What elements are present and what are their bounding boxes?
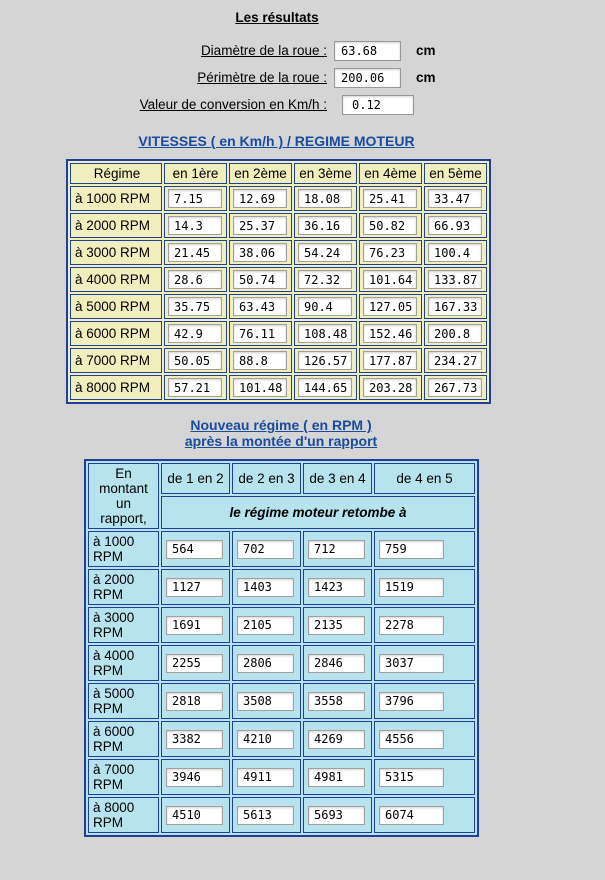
speed-cell	[164, 186, 227, 211]
rpm-cell	[232, 721, 301, 757]
rpm-input[interactable]	[308, 692, 365, 711]
table-row	[88, 797, 475, 833]
rpm-input[interactable]	[308, 540, 365, 559]
speed-cell	[229, 321, 292, 346]
rpm-input[interactable]	[237, 654, 294, 673]
rpm-input[interactable]	[237, 806, 294, 825]
rpm-cell	[161, 531, 230, 567]
row-label: à 7000 RPM	[88, 759, 159, 795]
row-label: à 2000 RPM	[88, 569, 159, 605]
rpm-input[interactable]	[237, 730, 294, 749]
rpm-input[interactable]	[237, 540, 294, 559]
speed-cell	[164, 348, 227, 373]
rpm-input[interactable]	[379, 806, 444, 825]
rpm-cell	[161, 569, 230, 605]
speeds-header-gear5: en 5ème	[424, 163, 487, 184]
rpm-input[interactable]	[379, 654, 444, 673]
wheel-perimeter-unit: cm	[416, 70, 436, 85]
table-row	[88, 645, 475, 681]
speed-input[interactable]	[298, 189, 352, 208]
wheel-diameter-input[interactable]	[334, 41, 401, 61]
rpm-input[interactable]	[237, 578, 294, 597]
rpm-cell	[232, 607, 301, 643]
rpm-cell	[374, 645, 475, 681]
row-label: à 3000 RPM	[88, 607, 159, 643]
speeds-header-gear2: en 2ème	[229, 163, 292, 184]
speed-cell	[294, 213, 357, 238]
speed-input[interactable]	[168, 378, 222, 397]
row-label: à 4000 RPM	[70, 267, 162, 292]
table-row	[88, 683, 475, 719]
speed-input[interactable]	[233, 351, 287, 370]
table-row	[88, 721, 475, 757]
row-label: à 6000 RPM	[88, 721, 159, 757]
rpm-heading-line1: Nouveau régime ( en RPM )	[190, 417, 372, 433]
speed-cell	[294, 267, 357, 292]
speed-cell	[164, 240, 227, 265]
speed-input[interactable]	[298, 216, 352, 235]
rpm-cell	[374, 721, 475, 757]
speed-cell	[164, 321, 227, 346]
rpm-cell	[303, 645, 372, 681]
row-label: à 1000 RPM	[70, 186, 162, 211]
rpm-cell	[374, 531, 475, 567]
rpm-input[interactable]	[166, 616, 223, 635]
rpm-cell	[303, 569, 372, 605]
speed-cell	[164, 375, 227, 400]
speed-cell	[229, 375, 292, 400]
rpm-cell	[232, 569, 301, 605]
speed-input[interactable]	[168, 216, 222, 235]
rpm-input[interactable]	[308, 806, 365, 825]
row-label: à 4000 RPM	[88, 645, 159, 681]
row-label: à 3000 RPM	[70, 240, 162, 265]
speed-input[interactable]	[233, 243, 287, 262]
speed-cell	[359, 294, 422, 319]
speeds-section-heading[interactable]: VITESSES ( en Km/h ) / REGIME MOTEUR	[138, 133, 415, 149]
table-row	[70, 240, 487, 265]
rpm-input[interactable]	[166, 806, 223, 825]
speed-input[interactable]	[428, 324, 482, 343]
rpm-cell	[232, 531, 301, 567]
speed-input[interactable]	[363, 351, 417, 370]
speed-input[interactable]	[233, 216, 287, 235]
rpm-input[interactable]	[379, 768, 444, 787]
speed-input[interactable]	[298, 378, 352, 397]
rpm-header-2to3: de 2 en 3	[232, 463, 301, 494]
rpm-cell	[303, 759, 372, 795]
rpm-header-3to4: de 3 en 4	[303, 463, 372, 494]
table-row	[88, 531, 475, 567]
row-label: à 5000 RPM	[70, 294, 162, 319]
field-row-diameter	[0, 37, 605, 64]
row-label: à 8000 RPM	[88, 797, 159, 833]
rpm-input[interactable]	[166, 540, 223, 559]
row-label: à 1000 RPM	[88, 531, 159, 567]
rpm-input[interactable]	[379, 578, 444, 597]
rpm-cell	[161, 607, 230, 643]
speed-cell	[359, 375, 422, 400]
rpm-cell	[374, 569, 475, 605]
rpm-cell	[303, 531, 372, 567]
speed-cell	[294, 375, 357, 400]
speeds-header-gear4: en 4ème	[359, 163, 422, 184]
field-row-perimeter	[0, 64, 605, 91]
speed-cell	[424, 375, 487, 400]
speed-cell	[359, 186, 422, 211]
speed-input[interactable]	[298, 270, 352, 289]
speed-input[interactable]	[298, 351, 352, 370]
speed-input[interactable]	[363, 378, 417, 397]
speed-input[interactable]	[233, 189, 287, 208]
speed-cell	[294, 321, 357, 346]
speed-input[interactable]	[233, 324, 287, 343]
rpm-input[interactable]	[308, 768, 365, 787]
table-row	[88, 607, 475, 643]
speed-cell	[294, 348, 357, 373]
speed-cell	[164, 267, 227, 292]
row-label: à 5000 RPM	[88, 683, 159, 719]
rpm-input[interactable]	[237, 616, 294, 635]
speed-input[interactable]	[428, 216, 482, 235]
rpm-cell	[374, 683, 475, 719]
speed-input[interactable]	[233, 270, 287, 289]
speed-input[interactable]	[168, 243, 222, 262]
speed-input[interactable]	[298, 324, 352, 343]
rpm-cell	[161, 645, 230, 681]
table-row	[70, 186, 487, 211]
rpm-table	[84, 459, 479, 837]
field-row-conversion	[0, 91, 605, 118]
rpm-subheader: le régime moteur retombe à	[161, 496, 475, 529]
speed-cell	[424, 267, 487, 292]
speed-cell	[294, 294, 357, 319]
speed-input[interactable]	[298, 243, 352, 262]
rpm-input[interactable]	[237, 692, 294, 711]
speed-input[interactable]	[168, 297, 222, 316]
speeds-header-gear3: en 3ème	[294, 163, 357, 184]
rpm-input[interactable]	[308, 654, 365, 673]
speed-input[interactable]	[363, 324, 417, 343]
table-row	[70, 321, 487, 346]
wheel-form	[0, 37, 605, 118]
row-label: à 6000 RPM	[70, 321, 162, 346]
speed-cell	[229, 240, 292, 265]
speed-cell	[359, 240, 422, 265]
rpm-cell	[232, 759, 301, 795]
table-row	[88, 759, 475, 795]
speed-cell	[424, 294, 487, 319]
rpm-header-row	[88, 463, 475, 494]
speed-cell	[424, 186, 487, 211]
table-row	[70, 375, 487, 400]
rpm-cell	[161, 797, 230, 833]
speed-input[interactable]	[428, 189, 482, 208]
speed-cell	[359, 348, 422, 373]
speed-cell	[424, 240, 487, 265]
speed-input[interactable]	[428, 243, 482, 262]
rpm-input[interactable]	[166, 654, 223, 673]
table-row	[70, 294, 487, 319]
speeds-header-row	[70, 163, 487, 184]
row-label: à 7000 RPM	[70, 348, 162, 373]
kmh-conversion-input[interactable]	[342, 95, 414, 115]
speed-cell	[424, 321, 487, 346]
rpm-input[interactable]	[237, 768, 294, 787]
speed-cell	[229, 267, 292, 292]
wheel-perimeter-input[interactable]	[334, 68, 401, 88]
rpm-heading-line2: après la montée d'un rapport	[184, 433, 378, 449]
speed-input[interactable]	[168, 324, 222, 343]
speed-input[interactable]	[233, 378, 287, 397]
rpm-cell	[303, 607, 372, 643]
rpm-input[interactable]	[166, 730, 223, 749]
speed-input[interactable]	[298, 297, 352, 316]
table-row	[70, 348, 487, 373]
speed-cell	[424, 348, 487, 373]
speeds-header-regime: Régime	[70, 163, 162, 184]
speeds-header-gear1: en 1ère	[164, 163, 227, 184]
speed-input[interactable]	[428, 297, 482, 316]
rpm-input[interactable]	[166, 768, 223, 787]
rpm-header-1to2: de 1 en 2	[161, 463, 230, 494]
speed-cell	[229, 348, 292, 373]
kmh-conversion-label: Valeur de conversion en Km/h :	[139, 97, 327, 112]
speed-input[interactable]	[168, 189, 222, 208]
rpm-cell	[161, 683, 230, 719]
speed-cell	[164, 294, 227, 319]
rpm-cell	[303, 721, 372, 757]
rpm-input[interactable]	[166, 578, 223, 597]
speed-cell	[294, 186, 357, 211]
rpm-cell	[232, 683, 301, 719]
speed-cell	[359, 267, 422, 292]
speed-input[interactable]	[363, 216, 417, 235]
rpm-corner-label: En montant un rapport,	[88, 463, 159, 529]
row-label: à 8000 RPM	[70, 375, 162, 400]
speed-input[interactable]	[428, 378, 482, 397]
speed-input[interactable]	[363, 297, 417, 316]
speed-input[interactable]	[233, 297, 287, 316]
speed-cell	[164, 213, 227, 238]
table-row	[70, 267, 487, 292]
speed-cell	[229, 213, 292, 238]
speed-input[interactable]	[428, 270, 482, 289]
row-label: à 2000 RPM	[70, 213, 162, 238]
speed-input[interactable]	[363, 243, 417, 262]
rpm-input[interactable]	[379, 692, 444, 711]
rpm-cell	[374, 759, 475, 795]
rpm-input[interactable]	[379, 540, 444, 559]
speed-input[interactable]	[428, 351, 482, 370]
rpm-cell	[232, 797, 301, 833]
page-title: Les résultats	[235, 10, 319, 25]
rpm-cell	[161, 759, 230, 795]
rpm-cell	[161, 721, 230, 757]
rpm-cell	[303, 797, 372, 833]
speed-cell	[294, 240, 357, 265]
wheel-diameter-label: Diamètre de la roue :	[200, 43, 327, 58]
rpm-input[interactable]	[308, 578, 365, 597]
table-row	[70, 213, 487, 238]
speed-input[interactable]	[168, 270, 222, 289]
table-row	[88, 569, 475, 605]
speeds-table	[66, 159, 491, 404]
rpm-input[interactable]	[308, 616, 365, 635]
rpm-input[interactable]	[379, 616, 444, 635]
speed-cell	[359, 321, 422, 346]
rpm-cell	[303, 683, 372, 719]
speed-cell	[359, 213, 422, 238]
wheel-diameter-unit: cm	[416, 43, 436, 58]
speed-cell	[229, 186, 292, 211]
speed-input[interactable]	[168, 351, 222, 370]
speed-cell	[229, 294, 292, 319]
speed-input[interactable]	[363, 270, 417, 289]
rpm-cell	[374, 607, 475, 643]
wheel-perimeter-label: Périmètre de la roue :	[197, 70, 327, 85]
rpm-section-heading[interactable]	[0, 417, 562, 449]
rpm-cell	[232, 645, 301, 681]
rpm-input[interactable]	[379, 730, 444, 749]
rpm-input[interactable]	[166, 692, 223, 711]
speed-cell	[424, 213, 487, 238]
rpm-cell	[374, 797, 475, 833]
rpm-input[interactable]	[308, 730, 365, 749]
speed-input[interactable]	[363, 189, 417, 208]
rpm-header-4to5: de 4 en 5	[374, 463, 475, 494]
